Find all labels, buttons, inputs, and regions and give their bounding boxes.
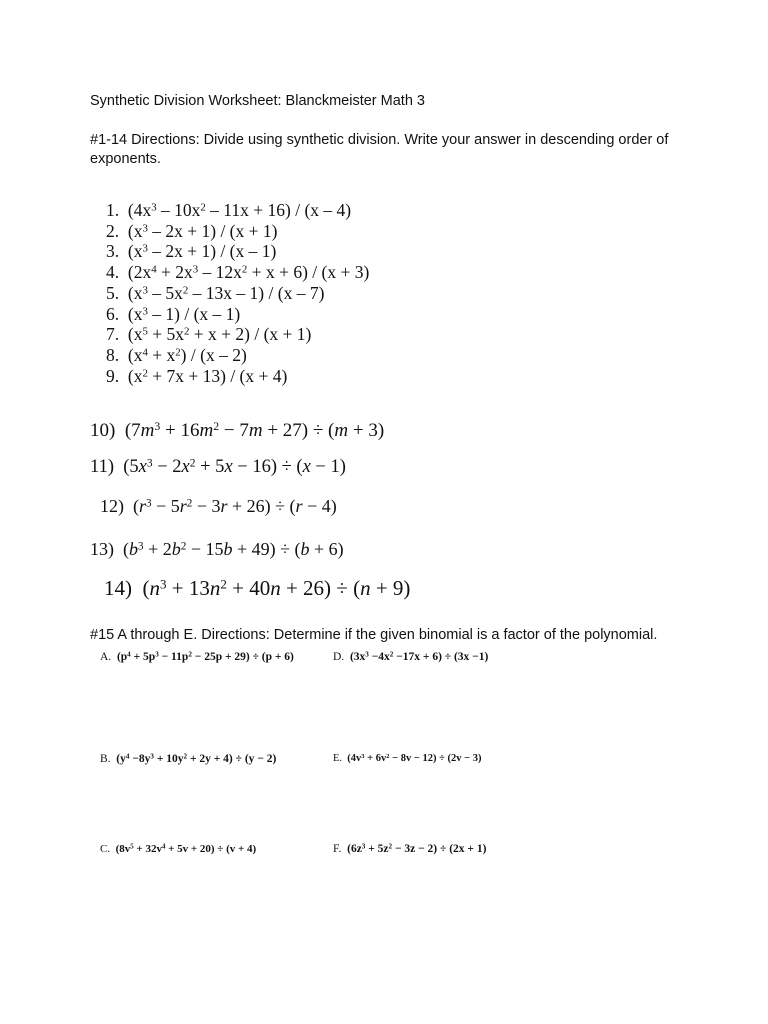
problem-label: A.	[100, 651, 112, 663]
problem-expression: $(x^4 + x^2) / (x - 2)$	[127, 345, 247, 365]
problem-expression: $(n^3 + 13n^2 + 40n + 26) \div (n + 9)$	[142, 576, 411, 600]
problem-label: 10)	[90, 420, 116, 441]
problem-expression: $(6z^3 + 5z^2 - 3z - 2) \div (2x + 1)$	[347, 842, 487, 855]
problem-5	[106, 283, 324, 304]
problem-expression: $(x^5 + 5x^2 + x + 2) / (x + 1)$	[127, 324, 312, 344]
problem-expression: $(x^3 - 2x + 1) / (x - 1)$	[127, 241, 277, 261]
problem-expression: $(p^4 + 5p^3 - 11p^2 - 25p + 29) \div (p + 6)$	[116, 650, 294, 663]
problem-expression: $(2x^4 + 2x^3 - 12x^2 + x + 6) / (x + 3)$	[127, 262, 370, 282]
problem-2	[106, 221, 277, 242]
problem-label: 4.	[106, 262, 120, 282]
problem-4	[106, 262, 369, 283]
problem-14	[104, 576, 410, 601]
problem-label: 5.	[106, 283, 120, 303]
problem-expression: $(3x^3 -4x^2 -17x + 6) \div (3x -1)$	[349, 650, 489, 663]
problem-12	[100, 496, 337, 517]
problem-expression: $(4x^3 - 10x^2 - 11x + 16) / (x - 4)$	[127, 200, 352, 220]
directions-1-14: #1-14 Directions: Divide using synthetic division. Write your answer in descending order of exponents.	[90, 132, 669, 167]
problem-label: 9.	[106, 366, 120, 386]
problem-label: 2.	[106, 221, 120, 241]
problem-9	[106, 366, 287, 387]
problem-8	[106, 345, 247, 366]
problem-label: 8.	[106, 345, 120, 365]
problem-label: 7.	[106, 324, 120, 344]
factor-problem-e	[333, 753, 481, 764]
factor-problem-d	[333, 651, 488, 663]
problem-expression: $(7m^3 + 16m^2 - 7m + 27) \div (m + 3)$	[124, 420, 385, 441]
problem-6	[106, 304, 240, 325]
problem-3	[106, 241, 276, 262]
problem-expression: $(x^3 - 1) / (x - 1)$	[127, 304, 241, 324]
problem-expression: $(y^4 -8y^3 + 10y^2 + 2y + 4) \div (y - 2)$	[116, 752, 277, 765]
factor-problem-b	[100, 753, 276, 765]
problem-label: B.	[100, 753, 111, 765]
problem-label: D.	[333, 651, 345, 663]
problem-expression: $(8v^5 + 32v^4 + 5v + 20) \div (v + 4)$	[115, 843, 257, 855]
problem-expression: $(x^3 - 2x + 1) / (x + 1)$	[127, 221, 278, 241]
problem-label: 14)	[104, 576, 132, 600]
problem-label: 6.	[106, 304, 120, 324]
problem-1	[106, 200, 351, 221]
problem-label: 11)	[90, 457, 114, 477]
factor-problem-f	[333, 843, 486, 855]
problem-expression: $(b^3 + 2b^2 - 15b + 49) \div (b + 6)$	[123, 539, 344, 559]
problem-label: 12)	[100, 496, 124, 516]
problem-expression: $(5x^3 - 2x^2 + 5x - 16) \div (x - 1)$	[123, 457, 346, 477]
problem-7	[106, 324, 311, 345]
problem-10	[90, 420, 384, 442]
problem-13	[90, 539, 344, 560]
problem-label: C.	[100, 843, 111, 855]
problem-label: F.	[333, 843, 342, 855]
problem-label: 3.	[106, 241, 120, 261]
problem-label: 13)	[90, 539, 114, 559]
problem-expression: $(x^3 - 5x^2 - 13x - 1) / (x - 7)$	[127, 283, 325, 303]
factor-problem-a	[100, 651, 294, 663]
problem-label: E.	[333, 753, 343, 764]
problem-expression: $(4v^3 + 6v^2 - 8v - 12) \div (2v - 3)$	[347, 752, 482, 764]
problem-11	[90, 457, 346, 478]
directions-15: #15 A through E. Directions: Determine if the given binomial is a factor of the polynomial.	[90, 627, 658, 643]
worksheet-title: Synthetic Division Worksheet: Blanckmeister Math 3	[90, 93, 425, 109]
problem-label: 1.	[106, 200, 120, 220]
problem-expression: $(x^2 + 7x + 13) / (x + 4)$	[127, 366, 288, 386]
factor-problem-c	[100, 843, 256, 855]
problem-expression: $(r^3 - 5r^2 - 3r + 26) \div (r - 4)$	[133, 496, 337, 516]
